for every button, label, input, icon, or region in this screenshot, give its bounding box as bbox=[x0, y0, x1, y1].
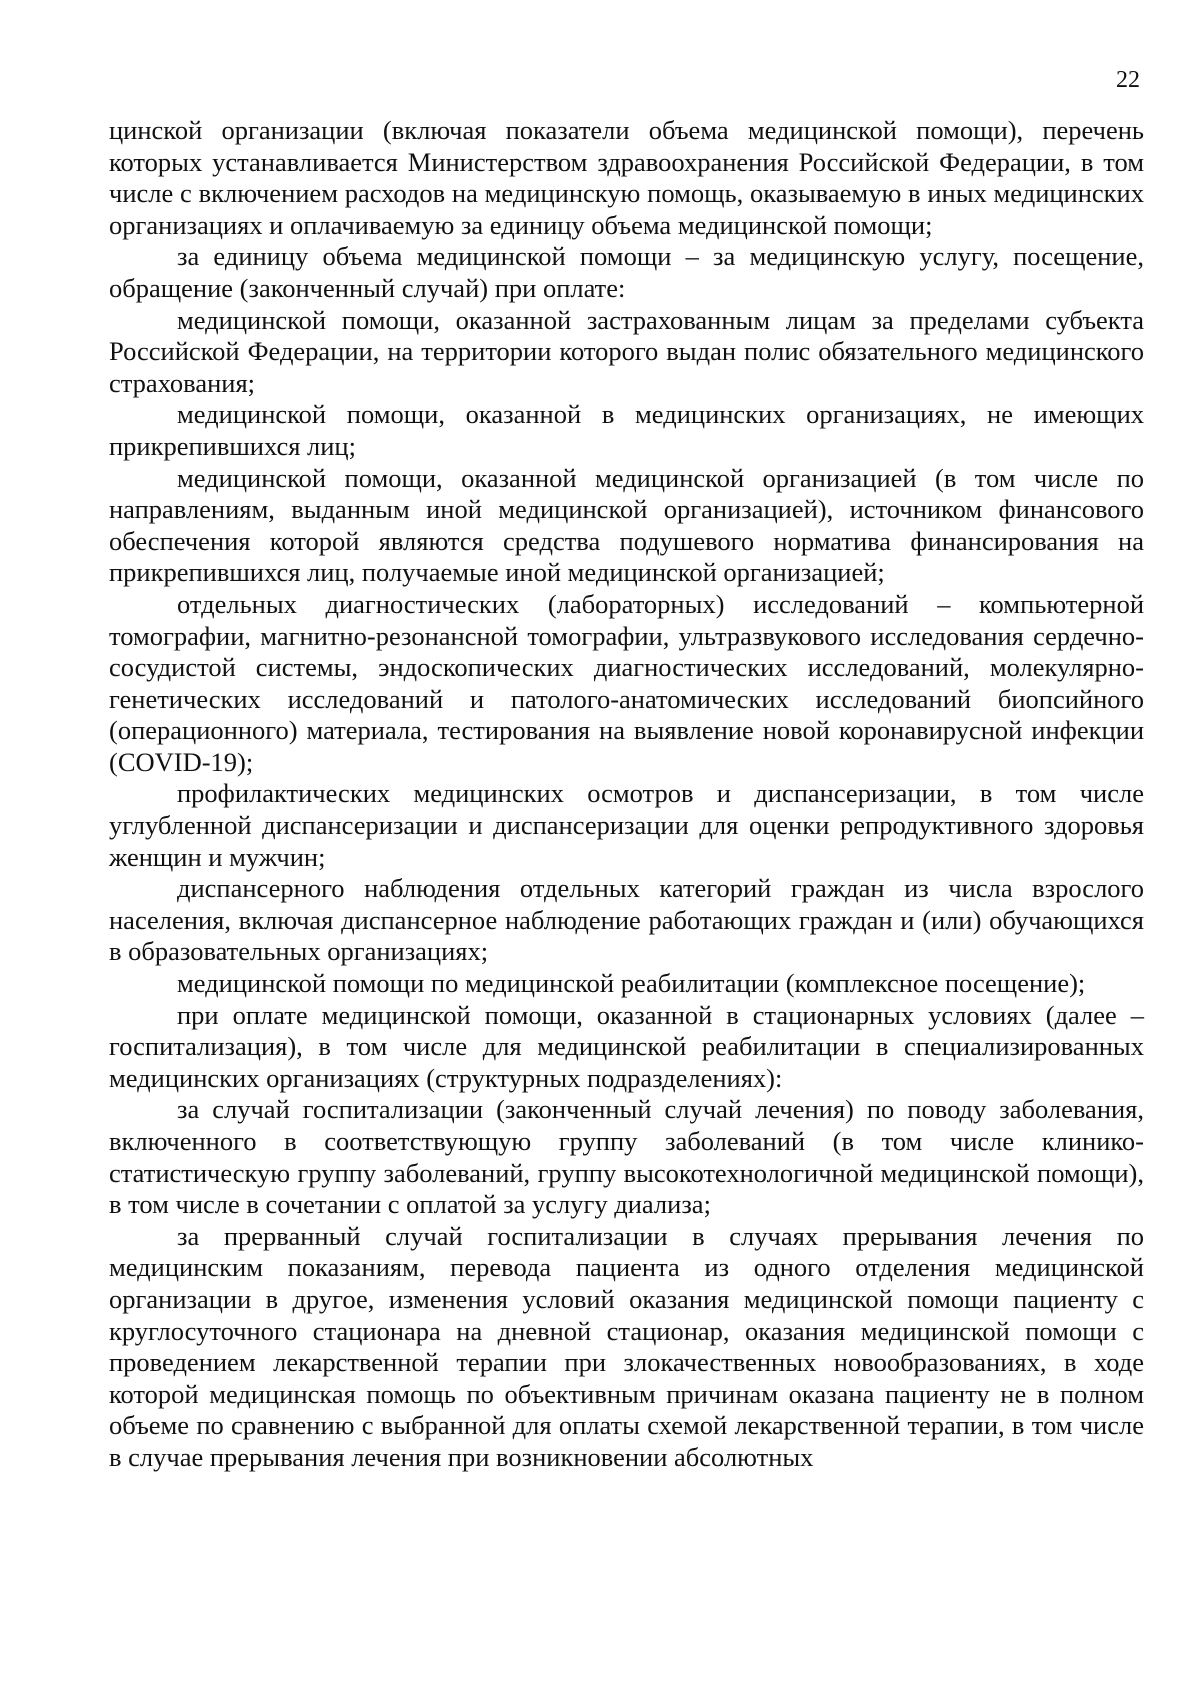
paragraph-7: профилактических медицинских осмотров и диспансеризации, в том числе углубленной диспансеризации и диспансеризации для оценки репродуктивного здоровья женщин и мужчин; bbox=[109, 778, 1144, 872]
paragraph-11: за случай госпитализации (законченный случай лечения) по поводу заболевания, включенного в соответствующую группу заболеваний (в том числе клинико-статистическую группу заболеваний, группу высокотехнологичной медицинской помощи), в том числе в сочетании с оплатой за услугу диализа; bbox=[109, 1094, 1144, 1220]
paragraph-2: за единицу объема медицинской помощи – за медицинскую услугу, посещение, обращение (законченный случай) при оплате: bbox=[109, 241, 1144, 303]
paragraph-4: медицинской помощи, оказанной в медицинских организациях, не имеющих прикрепившихся лиц; bbox=[109, 399, 1144, 461]
paragraph-9: медицинской помощи по медицинской реабилитации (комплексное посещение); bbox=[177, 968, 1086, 999]
page-number: 22 bbox=[1116, 67, 1140, 93]
paragraph-12: за прерванный случай госпитализации в случаях прерывания лечения по медицинским показаниям, перевода пациента из одного отделения медицинской организации в другое, изменения условий оказания медицинской помощи пациенту с круглосуточного стационара на дневной стационар, оказания медицинской помощи с проведением лекарственной терапии при злокачественных новообразованиях, в ходе которой медицинская помощь по объективным причинам оказана пациенту не в полном объеме по сравнению с выбранной для оплаты схемой лекарственной терапии, в том числе в случае прерывания лечения при возникновении абсолютных bbox=[109, 1220, 1144, 1472]
paragraph-10: при оплате медицинской помощи, оказанной в стационарных условиях (далее – госпитализация), в том числе для медицинской реабилитации в специализированных медицинских организациях (структурных подразделениях): bbox=[109, 999, 1144, 1093]
paragraph-6: отдельных диагностических (лабораторных) исследований – компьютерной томографии, магнитно-резонансной томографии, ультразвукового исследования сердечно-сосудистой системы, эндоскопических диагностических исследований, молекулярно-генетических исследований и патолого-анатомических исследований биопсийного (операционного) материала, тестирования на выявление новой коронавирусной инфекции (COVID-19); bbox=[109, 588, 1144, 777]
body-text bbox=[109, 115, 1144, 1474]
paragraph-5: медицинской помощи, оказанной медицинской организацией (в том числе по направлениям, выданным иной медицинской организацией), источником финансового обеспечения которой являются средства подушевого норматива финансирования на прикрепившихся лиц, получаемые иной медицинской организацией; bbox=[109, 462, 1144, 588]
paragraph-3: медицинской помощи, оказанной застрахованным лицам за пределами субъекта Российской Федерации, на территории которого выдан полис обязательного медицинского страхования; bbox=[109, 304, 1144, 398]
paragraph-1: цинской организации (включая показатели объема медицинской помощи), перечень которых устанавливается Министерством здравоохранения Российской Федерации, в том числе с включением расходов на медицинскую помощь, оказываемую в иных медицинских организациях и оплачиваемую за единицу объема медицинской помощи; bbox=[109, 115, 1144, 240]
paragraph-8: диспансерного наблюдения отдельных категорий граждан из числа взрослого населения, включая диспансерное наблюдение работающих граждан и (или) обучающихся в образовательных организациях; bbox=[109, 873, 1144, 967]
